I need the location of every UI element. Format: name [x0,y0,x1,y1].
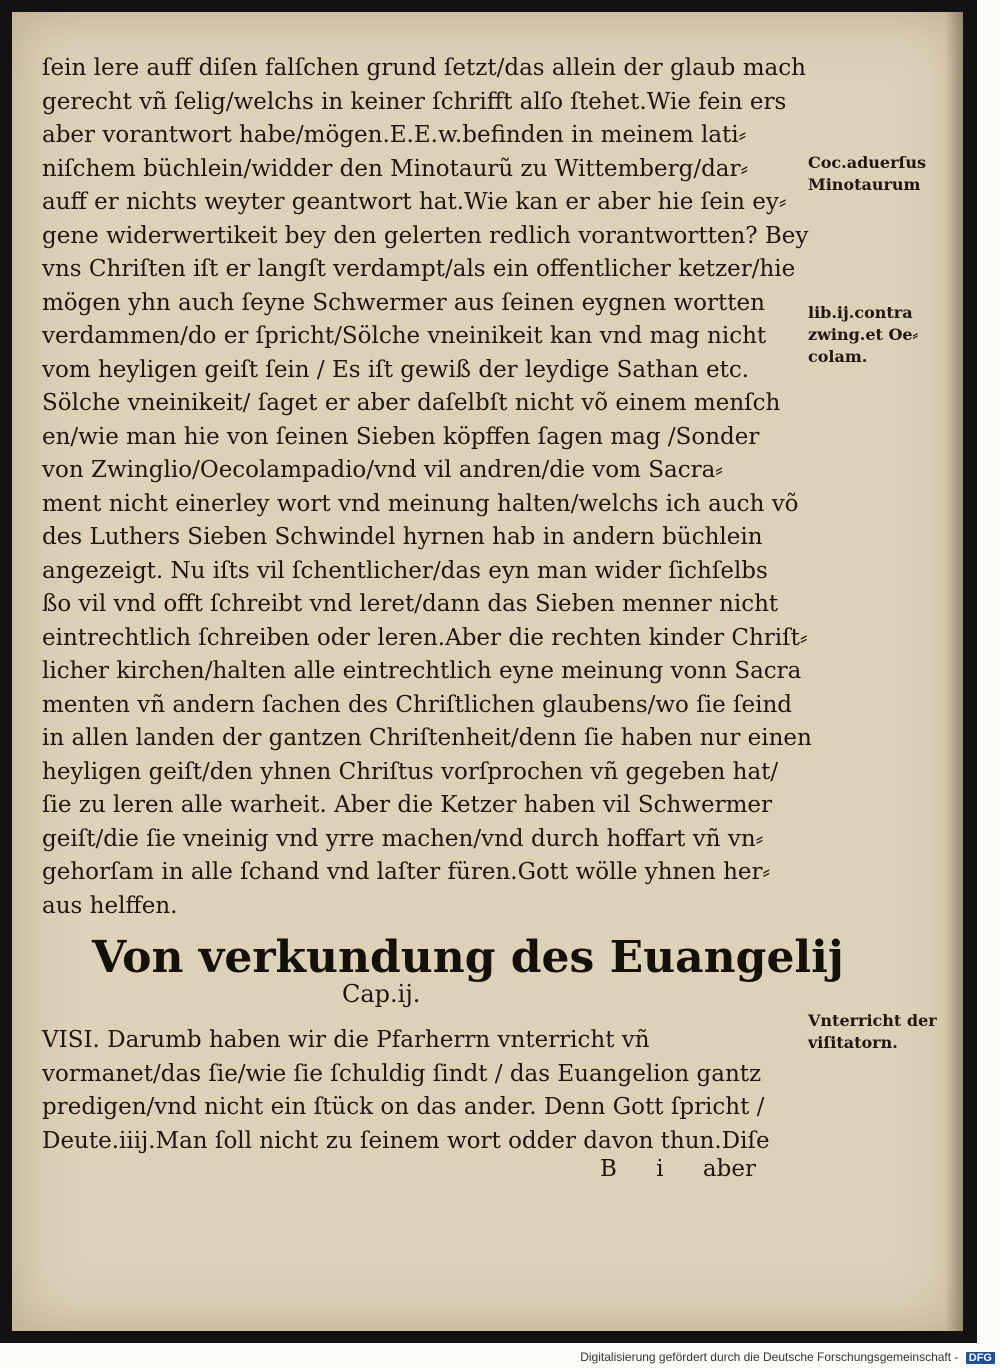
text-line: VISI. Darumb haben wir die Pfarherrn vnterricht vñ [42,1027,650,1053]
text-line: ßo vil vnd offt ſchreibt vnd leret/dann das Sieben menner nicht [42,591,779,617]
text-line: gerecht vñ ſelig/welchs in keiner ſchrifft alſo ſtehet.Wie fein ers [42,88,787,115]
text-line: verdammen/do er ſpricht/Sölche vneinikeit kan vnd mag nicht [42,323,767,349]
text-line: von Zwinglio/Oecolampadio/vnd vil andren/die vom Sacra⸗ [42,457,723,483]
text-line: ſie zu leren alle warheit. Aber die Ketzer haben vil Schwermer [42,792,772,818]
margin-note-minotaurum [808,152,958,196]
margin-note-contra-zwinglium [808,302,958,368]
text-line: Sölche vneinikeit/ ſaget er aber daſelbſt nicht võ einem menſch [42,390,781,416]
text-line: auff er nichts weyter geantwort hat.Wie kan er aber hie ſein ey⸗ [42,189,787,215]
section-heading: Von verkundung des Euangelij [92,932,844,983]
catchword-line [600,1156,788,1182]
text-line: vormanet/das ſie/wie ſie ſchuldig ſindt / das Euangelion gantz [42,1060,762,1087]
text-line: angezeigt. Nu iſts vil ſchentlicher/das eyn man wider ſichſelbs [42,557,768,584]
text-line: aus helffen. [42,892,178,919]
margin-note-line: zwing.et Oe⸗ [808,325,918,344]
section-text-block [42,1024,812,1158]
text-line: Deute.iiij.Man ſoll nicht zu ſeinem wort odder davon thun.Diſe [42,1127,770,1154]
margin-note-line: colam. [808,347,868,366]
text-line: heyligen geiſt/den yhnen Chriſtus vorſprochen vñ gegeben hat/ [42,758,779,785]
book-page [12,12,963,1331]
footer-credit: Digitalisierung gefördert durch die Deutsche Forschungsgemeinschaft - [580,1350,959,1364]
margin-note-line: lib.ij.contra [808,303,913,322]
text-line: geiſt/die ſie vneinig vnd yrre machen/vnd durch hoffart vñ vn⸗ [42,825,764,852]
text-line: licher kirchen/halten alle eintrechtlich eyne meinung vonn Sacra [42,658,802,684]
text-line: menten vñ andern ſachen des Chriſtlichen glaubens/wo ſie ſeind [42,691,793,718]
margin-note-line: Vnterricht der [808,1011,937,1030]
text-line: eintrechtlich ſchreiben oder leren.Aber die rechten kinder Chriſt⸗ [42,624,808,651]
text-line: vns Chriſten iſt er langſt verdampt/als ein offentlicher ketzer/hie [42,256,796,282]
chapter-number: Cap.ij. [342,980,421,1008]
digitization-footer [540,1350,995,1364]
text-line: predigen/vnd nicht ein ſtück on das ander. Denn Gott ſpricht / [42,1094,765,1120]
dfg-logo: DFG [966,1352,995,1364]
margin-note-line: Coc.aduerſus [808,153,927,172]
text-line: vom heyligen geiſt ſein / Es iſt gewiß der leydige Sathan etc. [42,356,750,383]
text-line: en/wie man hie von ſeinen Sieben köpffen ſagen mag /Sonder [42,423,760,450]
text-line: mögen yhn auch ſeyne Schwermer aus ſeinen eygnen wortten [42,289,765,316]
main-text-block [42,52,812,923]
signature-mark: B [600,1156,617,1182]
margin-note-line: Minotaurum [808,175,921,194]
text-line: des Luthers Sieben Schwindel hyrnen hab in andern büchlein [42,524,763,550]
text-line: aber vorantwort habe/mögen.E.E.w.befinden in meinem lati⸗ [42,122,747,148]
margin-note-line: viſitatorn. [808,1033,898,1052]
signature-number: i [656,1156,664,1182]
margin-note-visitatorn [808,1010,958,1054]
text-line: ment nicht einerley wort vnd meinung halten/welchs ich auch võ [42,490,799,517]
text-line: niſchem büchlein/widder den Minotaurũ zu Wittemberg/dar⸗ [42,155,749,182]
text-line: gene widerwertikeit bey den gelerten redlich vorantwortten? Bey [42,222,809,249]
text-line: ſein lere auff diſen falſchen grund ſetzt/das allein der glaub mach [42,55,806,81]
text-line: gehorſam in alle ſchand vnd laſter füren.Gott wölle yhnen her⸗ [42,859,771,885]
catchword: aber [702,1156,756,1182]
text-line: in allen landen der gantzen Chriſtenheit/denn ſie haben nur einen [42,725,812,751]
